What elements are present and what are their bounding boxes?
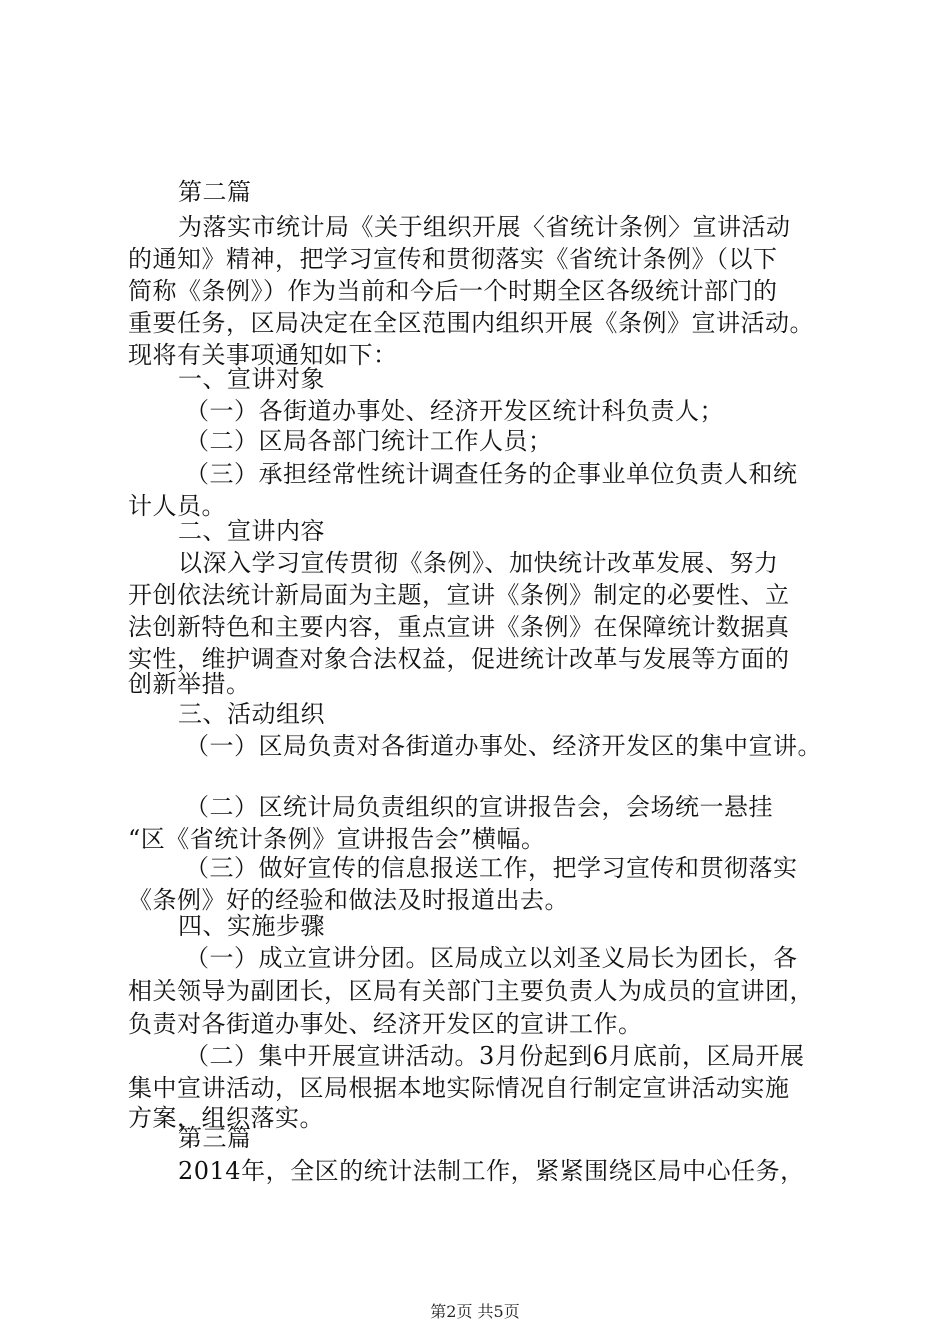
list-item: （二）集中开展宣讲活动。3月份起到6月底前，区局开展	[185, 1042, 805, 1070]
paragraph-line: 法创新特色和主要内容，重点宣讲《条例》在保障统计数据真	[128, 613, 790, 641]
paragraph-line: 2014年，全区的统计法制工作，紧紧围绕区局中心任务，	[178, 1157, 805, 1185]
list-item: （一）区局负责对各街道办事处、经济开发区的集中宣讲。	[185, 732, 822, 760]
subsection-heading: 二、宣讲内容	[178, 517, 325, 545]
subsection-heading: 三、活动组织	[178, 700, 325, 728]
list-item: （二）区统计局负责组织的宣讲报告会，会场统一悬挂	[185, 793, 773, 821]
subsection-heading: 一、宣讲对象	[178, 365, 325, 393]
paragraph-line: 实性，维护调查对象合法权益，促进统计改革与发展等方面的	[128, 645, 790, 673]
list-item: “区《省统计条例》宣讲报告会”横幅。	[128, 825, 546, 853]
paragraph-line: 为落实市统计局《关于组织开展〈省统计条例〉宣讲活动	[178, 213, 791, 241]
list-item: 相关领导为副团长，区局有关部门主要负责人为成员的宣讲团，	[128, 977, 814, 1005]
paragraph-line: 现将有关事项通知如下：	[128, 341, 398, 369]
list-item: 《条例》好的经验和做法及时报道出去。	[128, 886, 569, 914]
list-item: 计人员。	[128, 492, 226, 520]
list-item: 集中宣讲活动，区局根据本地实际情况自行制定宣讲活动实施	[128, 1074, 790, 1102]
list-item: （三）承担经常性统计调查任务的企事业单位负责人和统	[185, 460, 798, 488]
section-heading: 第三篇	[178, 1124, 252, 1152]
list-item: 负责对各街道办事处、经济开发区的宣讲工作。	[128, 1010, 643, 1038]
paragraph-line: 创新举措。	[128, 670, 251, 698]
subsection-heading: 四、实施步骤	[178, 912, 325, 940]
paragraph-line: 开创依法统计新局面为主题，宣讲《条例》制定的必要性、立	[128, 581, 790, 609]
paragraph-line: 以深入学习宣传贯彻《条例》、加快统计改革发展、努力	[178, 549, 779, 577]
paragraph-line: 的通知》精神，把学习宣传和贯彻落实《省统计条例》（以下	[128, 245, 778, 273]
paragraph-line: 简称《条例》）作为当前和今后一个时期全区各级统计部门的	[128, 277, 778, 305]
list-item: （二）区局各部门统计工作人员；	[185, 427, 553, 455]
list-item: （一）各街道办事处、经济开发区统计科负责人；	[185, 397, 724, 425]
paragraph-line: 重要任务，区局决定在全区范围内组织开展《条例》宣讲活动。	[128, 309, 814, 337]
page-number-footer: 第2页 共5页	[430, 1302, 520, 1321]
list-item: （一）成立宣讲分团。区局成立以刘圣义局长为团长，各	[185, 944, 798, 972]
list-item: （三）做好宣传的信息报送工作，把学习宣传和贯彻落实	[185, 854, 798, 882]
section-heading: 第二篇	[178, 178, 252, 206]
list-item: 方案，组织落实。	[128, 1104, 324, 1132]
